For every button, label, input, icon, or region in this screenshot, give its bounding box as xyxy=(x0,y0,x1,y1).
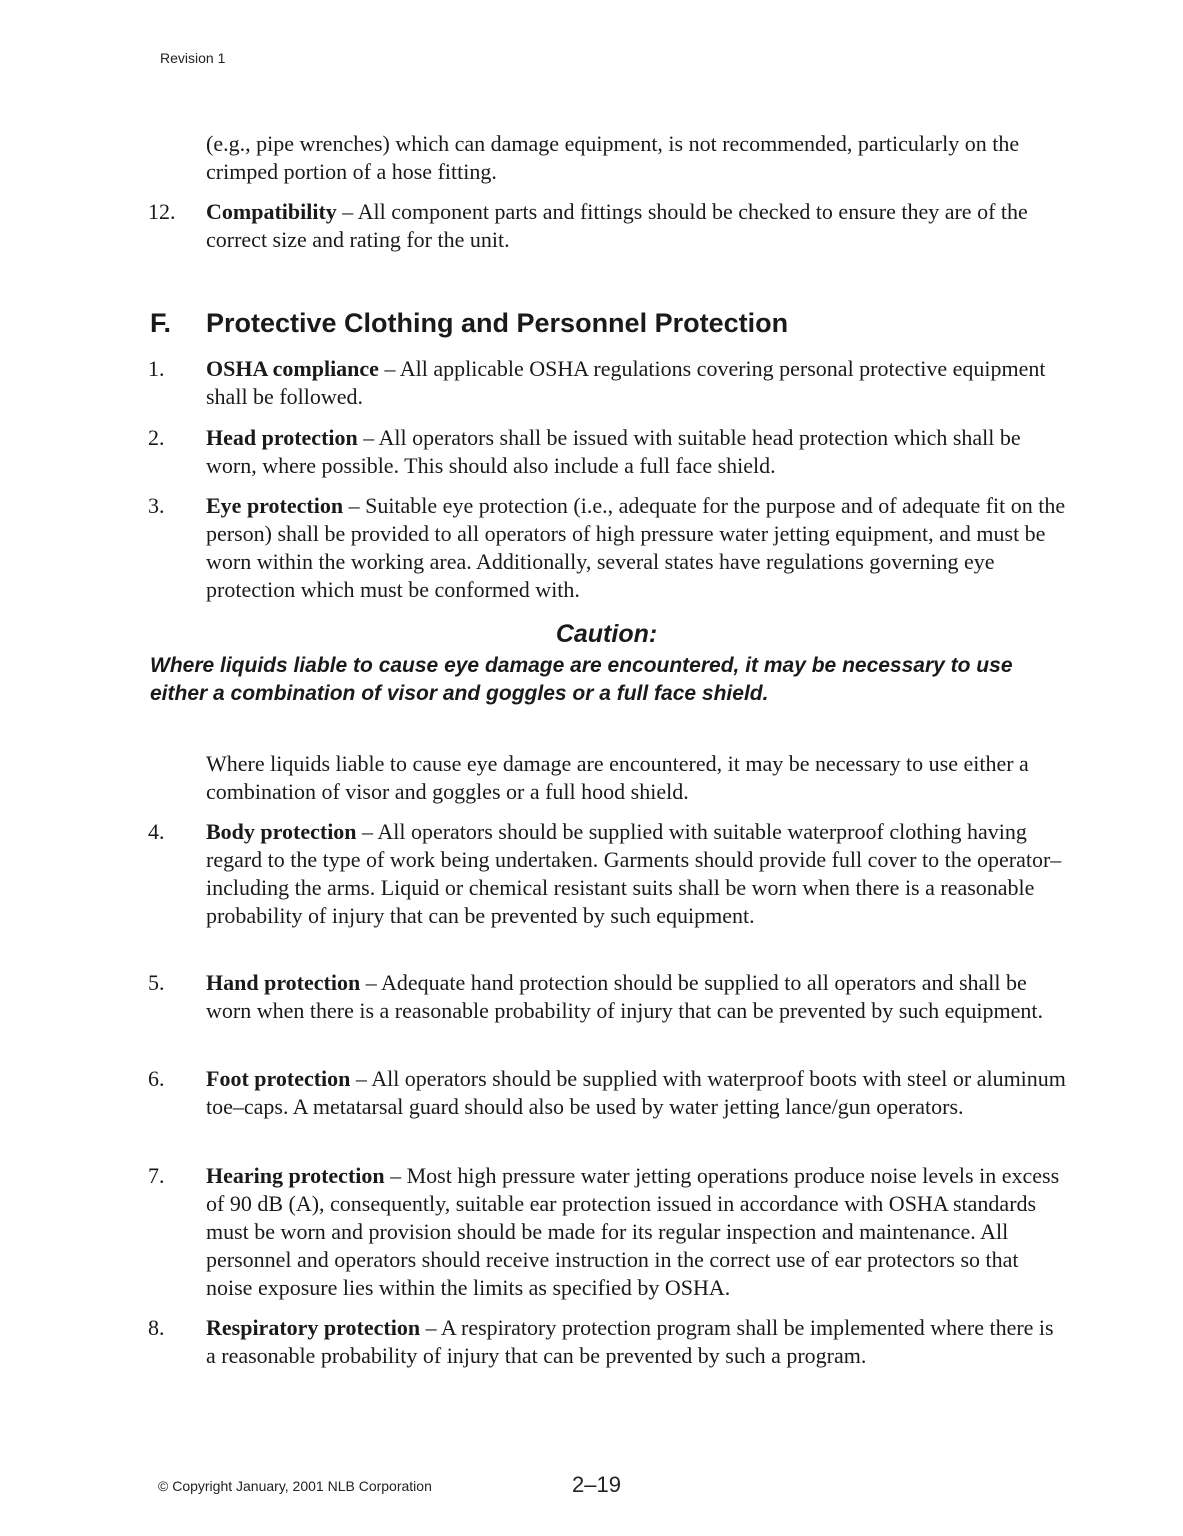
list-item xyxy=(148,1162,1068,1302)
item-text: – A respiratory protection program shall be implemented where there is a reasonable probability of injury that can be prevented by such a program. xyxy=(206,1315,1054,1368)
item-label: Eye protection xyxy=(206,493,344,518)
item-text: – All operators shall be issued with suitable head protection which shall be worn, where possible. This should also include a full face shield. xyxy=(206,425,1021,478)
item-number: 4. xyxy=(148,819,165,844)
section-letter: F. xyxy=(150,308,172,338)
list-item-compatibility xyxy=(148,198,1068,254)
section-title xyxy=(150,308,788,339)
list-item xyxy=(148,355,1068,411)
item-text: – All operators should be supplied with suitable waterproof clothing having regard to the type of work being undertaken. Garments should provide full cover to the operator–including the arms. Liquid or chemical resistant suits shall be worn when there is a reasonable probability of injury that can be prevented by such equipment. xyxy=(206,819,1062,928)
item-number: 12. xyxy=(148,199,176,224)
continuation-paragraph: (e.g., pipe wrenches) which can damage equipment, is not recommended, particularly on the crimped portion of a hose fitting. xyxy=(206,131,1020,184)
item-label: Compatibility xyxy=(206,199,337,224)
item-label: OSHA compliance xyxy=(206,356,379,381)
item-label: Foot protection xyxy=(206,1066,351,1091)
item-label: Head protection xyxy=(206,425,358,450)
section-heading: Protective Clothing and Personnel Protection xyxy=(206,308,789,338)
item-number: 7. xyxy=(148,1163,165,1188)
revision-label: Revision 1 xyxy=(160,50,226,66)
item-text: – All operators should be supplied with waterproof boots with steel or aluminum toe–caps. A metatarsal guard should also be used by water jetting lance/gun operators. xyxy=(206,1066,1066,1119)
item-label: Respiratory protection xyxy=(206,1315,421,1340)
caution-heading: Caution: xyxy=(555,620,658,648)
item-number: 3. xyxy=(148,493,165,518)
item-number: 6. xyxy=(148,1066,165,1091)
item-text: – Adequate hand protection should be supplied to all operators and shall be worn when there is a reasonable probability of injury that can be prevented by such equipment. xyxy=(206,970,1043,1023)
item-number: 2. xyxy=(148,425,165,450)
item-text: – Suitable eye protection (i.e., adequate for the purpose and of adequate fit on the person) shall be provided to all operators of high pressure water jetting equipment, and must be worn within the working area. Additionally, several states have regulations governing eye protection which must be conformed with. xyxy=(206,493,1066,602)
item-text: – All applicable OSHA regulations covering personal protective equipment shall be followed. xyxy=(206,356,1046,409)
note-paragraph: Where liquids liable to cause eye damage are encountered, it may be necessary to use either a combination of visor and goggles or a full hood shield. xyxy=(206,751,1029,804)
caution-text: Where liquids liable to cause eye damage are encountered, it may be necessary to use either a combination of visor and goggles or a full face shield. xyxy=(150,654,1013,705)
list-item xyxy=(148,1314,1068,1370)
list-item xyxy=(148,424,1068,480)
item-label: Body protection xyxy=(206,819,357,844)
list-item xyxy=(148,818,1068,930)
page-number: 2–19 xyxy=(572,1472,621,1497)
list-item xyxy=(148,1065,1068,1121)
item-text: – Most high pressure water jetting operations produce noise levels in excess of 90 dB (A), consequently, suitable ear protection issued in accordance with OSHA standards must be worn and provision should be made for its regular inspection and maintenance. All personnel and operators should receive instruction in the correct use of ear protectors so that noise exposure lies within the limits as specified by OSHA. xyxy=(206,1163,1060,1300)
item-text: – All component parts and fittings should be checked to ensure they are of the correct size and rating for the unit. xyxy=(206,199,1028,252)
list-item xyxy=(148,492,1068,604)
list-item xyxy=(148,969,1068,1025)
item-label: Hand protection xyxy=(206,970,361,995)
item-number: 5. xyxy=(148,970,165,995)
item-label: Hearing protection xyxy=(206,1163,385,1188)
item-number: 8. xyxy=(148,1315,165,1340)
copyright-footer: © Copyright January, 2001 NLB Corporation xyxy=(158,1478,432,1494)
item-number: 1. xyxy=(148,356,165,381)
